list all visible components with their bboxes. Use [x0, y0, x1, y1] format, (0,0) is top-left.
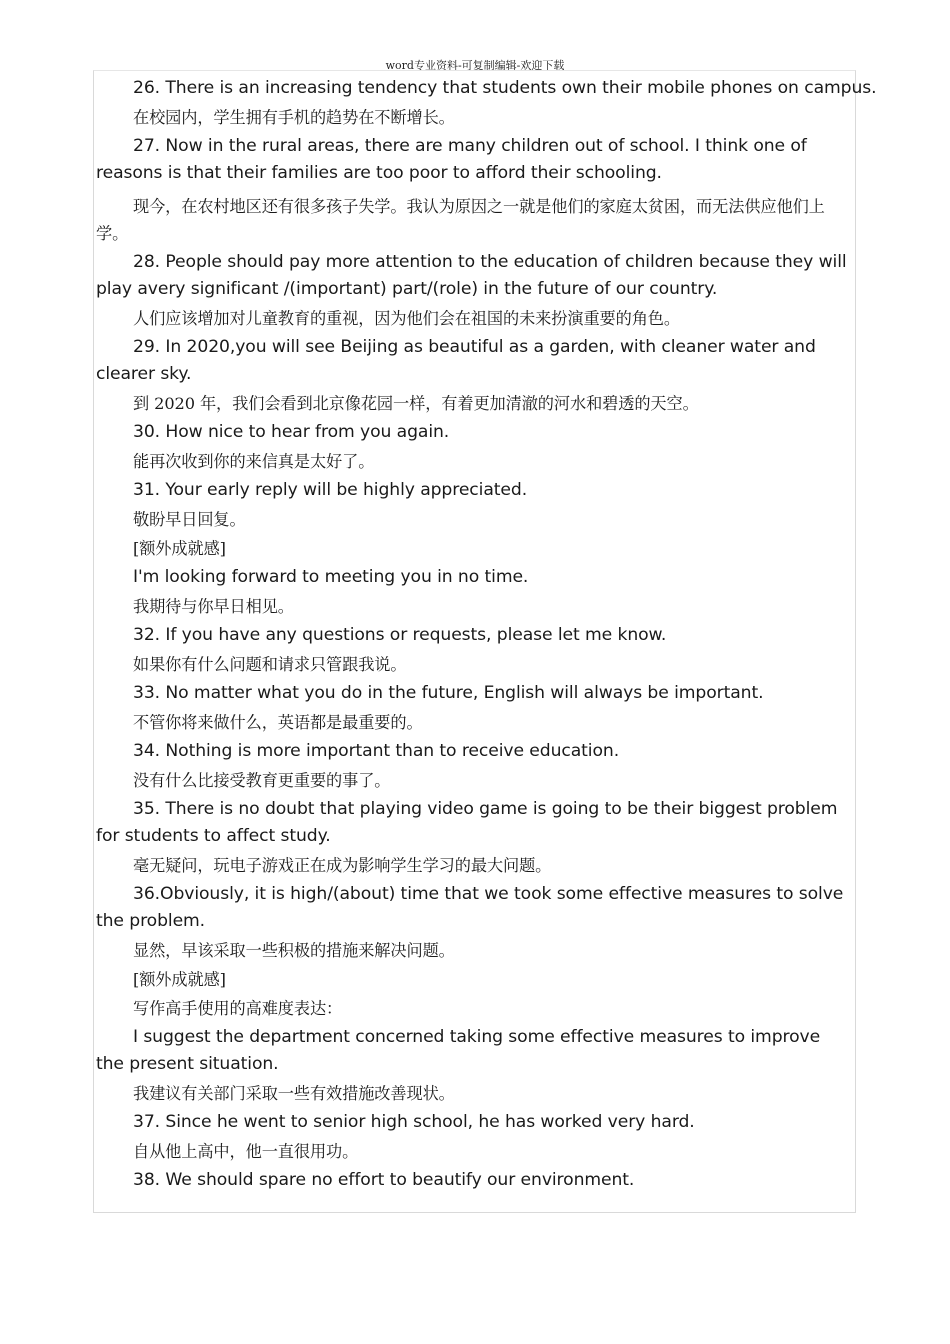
- sentence-36-en: 36.Obviously, it is high/(about) time that we took some effective measures to solve the problem.: [96, 884, 844, 931]
- extra-achievement-label-2: [额外成就感]: [133, 970, 226, 989]
- advanced-sentence-en: I suggest the department concerned taking some effective measures to improve the present situation.: [96, 1027, 821, 1074]
- advanced-sentence-zh: 我建议有关部门采取一些有效措施改善现状。: [133, 1084, 455, 1103]
- sentence-31-zh: 敬盼早日回复。: [133, 510, 246, 529]
- sentence-32-zh: 如果你有什么问题和请求只管跟我说。: [133, 655, 407, 674]
- page-header: word专业资料-可复制编辑-欢迎下载: [385, 59, 565, 72]
- extra-sentence-en: I'm looking forward to meeting you in no time.: [133, 567, 529, 587]
- sentence-28-zh: 人们应该增加对儿童教育的重视，因为他们会在祖国的未来扮演重要的角色。: [133, 309, 680, 328]
- sentence-37-zh: 自从他上高中，他一直很用功。: [133, 1142, 359, 1161]
- sentence-35-zh: 毫无疑问，玩电子游戏正在成为影响学生学习的最大问题。: [133, 856, 552, 875]
- sentence-30-en: 30. How nice to hear from you again.: [133, 422, 450, 442]
- sentence-29-en: 29. In 2020,you will see Beijing as beautiful as a garden, with cleaner water and clearer sky.: [96, 337, 816, 384]
- advanced-expression-label: 写作高手使用的高难度表达：: [133, 999, 343, 1018]
- sentence-34-zh: 没有什么比接受教育更重要的事了。: [133, 771, 391, 790]
- sentence-30-zh: 能再次收到你的来信真是太好了。: [133, 452, 375, 471]
- extra-achievement-label: [额外成就感]: [133, 539, 226, 558]
- sentence-32-en: 32. If you have any questions or requests, please let me know.: [133, 625, 667, 645]
- sentence-29-zh: 到 2020 年，我们会看到北京像花园一样，有着更加清澈的河水和碧透的天空。: [133, 394, 699, 413]
- sentence-33-en: 33. No matter what you do in the future, English will always be important.: [133, 683, 764, 703]
- sentence-28-en: 28. People should pay more attention to the education of children because they will play avery significant /(important) part/(role) in the future of our country.: [96, 252, 847, 299]
- sentence-34-en: 34. Nothing is more important than to receive education.: [133, 741, 620, 761]
- document-body: [96, 74, 877, 1194]
- sentence-35-en: 35. There is no doubt that playing video game is going to be their biggest problem for students to affect study.: [96, 799, 838, 846]
- extra-sentence-zh: 我期待与你早日相见。: [133, 597, 294, 616]
- sentence-26-en: 26. There is an increasing tendency that students own their mobile phones on campus.: [133, 78, 877, 98]
- sentence-31-en: 31. Your early reply will be highly appreciated.: [133, 480, 528, 500]
- sentence-27-en: 27. Now in the rural areas, there are many children out of school. I think one of reasons is that their families are too poor to afford their schooling.: [96, 136, 807, 183]
- sentence-27-zh: 现今，在农村地区还有很多孩子失学。我认为原因之一就是他们的家庭太贫困，而无法供应他们上学。: [96, 197, 825, 243]
- sentence-37-en: 37. Since he went to senior high school, he has worked very hard.: [133, 1112, 695, 1132]
- sentence-38-en: 38. We should spare no effort to beautify our environment.: [133, 1170, 635, 1190]
- sentence-36-zh: 显然，早该采取一些积极的措施来解决问题。: [133, 941, 455, 960]
- sentence-33-zh: 不管你将来做什么，英语都是最重要的。: [133, 713, 423, 732]
- sentence-26-zh: 在校园内，学生拥有手机的趋势在不断增长。: [133, 108, 455, 127]
